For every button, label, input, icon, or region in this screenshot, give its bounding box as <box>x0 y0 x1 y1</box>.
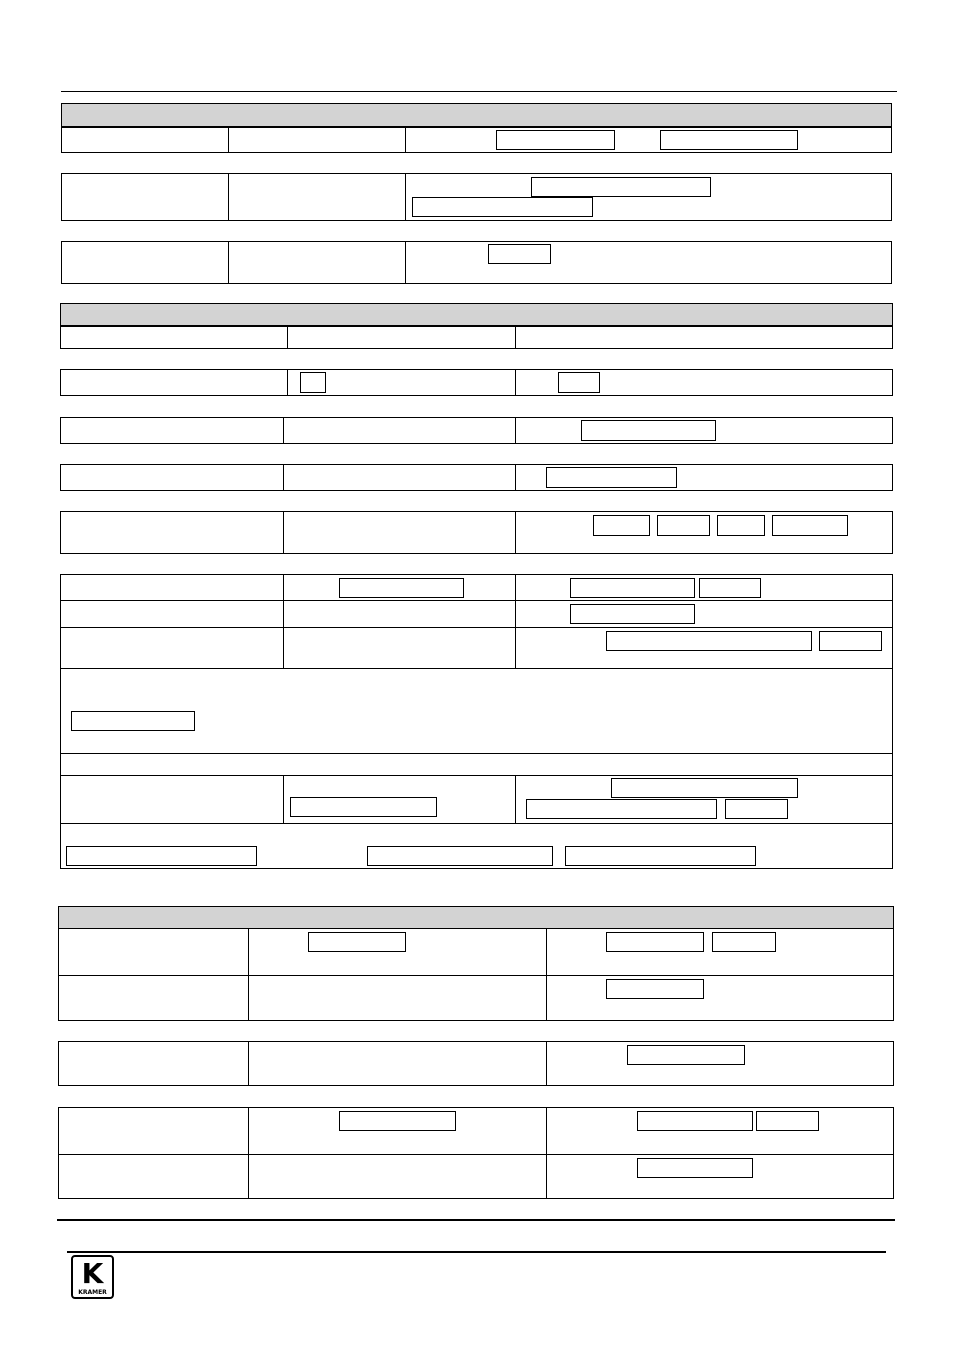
column-divider <box>546 1042 547 1085</box>
field-box[interactable] <box>627 1045 745 1065</box>
field-box[interactable] <box>546 467 677 488</box>
column-divider <box>515 575 516 600</box>
column-divider <box>283 601 284 627</box>
table-row <box>58 928 894 976</box>
field-box[interactable] <box>570 578 695 598</box>
column-divider <box>283 512 284 553</box>
table-row <box>61 127 892 153</box>
table-row <box>60 823 893 869</box>
field-box[interactable] <box>71 711 195 731</box>
column-divider <box>546 929 547 975</box>
field-box[interactable] <box>570 604 695 624</box>
table-row <box>60 326 893 349</box>
column-divider <box>283 776 284 823</box>
kramer-logo-icon <box>71 1255 114 1299</box>
column-divider <box>228 242 229 283</box>
field-box[interactable] <box>339 1111 456 1131</box>
logo-wordmark: KRAMER <box>78 1289 107 1296</box>
table-row <box>60 369 893 396</box>
section-3-header <box>58 906 894 929</box>
column-divider <box>546 1108 547 1154</box>
column-divider <box>546 1155 547 1198</box>
field-box[interactable] <box>290 797 437 817</box>
column-divider <box>405 174 406 220</box>
table-row <box>60 600 893 628</box>
table-row <box>58 975 894 1021</box>
column-divider <box>515 512 516 553</box>
checkbox-box[interactable] <box>300 372 326 393</box>
field-box[interactable] <box>660 130 798 150</box>
field-box[interactable] <box>717 515 765 536</box>
field-box[interactable] <box>637 1158 753 1178</box>
table-row <box>58 1041 894 1086</box>
column-divider <box>515 465 516 490</box>
footer-rule <box>57 1219 895 1221</box>
column-divider <box>283 465 284 490</box>
field-box[interactable] <box>593 515 650 536</box>
column-divider <box>248 1108 249 1154</box>
field-box[interactable] <box>712 932 776 952</box>
column-divider <box>405 128 406 152</box>
column-divider <box>283 575 284 600</box>
table-row <box>60 753 893 776</box>
column-divider <box>515 601 516 627</box>
column-divider <box>248 929 249 975</box>
table-row <box>60 574 893 601</box>
field-box[interactable] <box>606 932 704 952</box>
footer-rule <box>67 1251 886 1253</box>
column-divider <box>248 976 249 1020</box>
column-divider <box>228 128 229 152</box>
column-divider <box>283 628 284 668</box>
column-divider <box>515 327 516 348</box>
column-divider <box>405 242 406 283</box>
column-divider <box>546 976 547 1020</box>
column-divider <box>515 370 516 395</box>
field-box[interactable] <box>367 846 553 866</box>
field-box[interactable] <box>558 372 600 393</box>
field-box[interactable] <box>66 846 257 866</box>
column-divider <box>515 776 516 823</box>
section-2-header <box>60 303 893 326</box>
field-box[interactable] <box>565 846 756 866</box>
field-box[interactable] <box>772 515 848 536</box>
header-rule <box>61 91 897 92</box>
field-box[interactable] <box>412 197 593 217</box>
column-divider <box>515 418 516 443</box>
column-divider <box>515 628 516 668</box>
field-box[interactable] <box>308 932 406 952</box>
field-box[interactable] <box>725 799 788 819</box>
field-box[interactable] <box>637 1111 753 1131</box>
table-row <box>61 241 892 284</box>
table-row <box>58 1107 894 1155</box>
field-box[interactable] <box>606 631 812 651</box>
field-box[interactable] <box>581 420 716 441</box>
table-row <box>60 668 893 754</box>
section-1-header <box>61 103 892 127</box>
field-box[interactable] <box>699 578 761 598</box>
field-box[interactable] <box>819 631 882 651</box>
logo-mark: K <box>81 1257 104 1290</box>
column-divider <box>248 1155 249 1198</box>
field-box[interactable] <box>526 799 717 819</box>
table-row <box>60 511 893 554</box>
table-row <box>60 775 893 824</box>
table-row <box>60 627 893 669</box>
field-box[interactable] <box>488 244 551 264</box>
table-row <box>58 1154 894 1199</box>
column-divider <box>287 327 288 348</box>
table-row <box>60 464 893 491</box>
field-box[interactable] <box>496 130 615 150</box>
field-box[interactable] <box>611 778 798 798</box>
table-row <box>61 173 892 221</box>
table-row <box>60 417 893 444</box>
field-box[interactable] <box>339 578 464 598</box>
column-divider <box>228 174 229 220</box>
column-divider <box>248 1042 249 1085</box>
field-box[interactable] <box>756 1111 819 1131</box>
column-divider <box>283 418 284 443</box>
field-box[interactable] <box>531 177 711 197</box>
field-box[interactable] <box>606 979 704 999</box>
column-divider <box>287 370 288 395</box>
field-box[interactable] <box>657 515 710 536</box>
